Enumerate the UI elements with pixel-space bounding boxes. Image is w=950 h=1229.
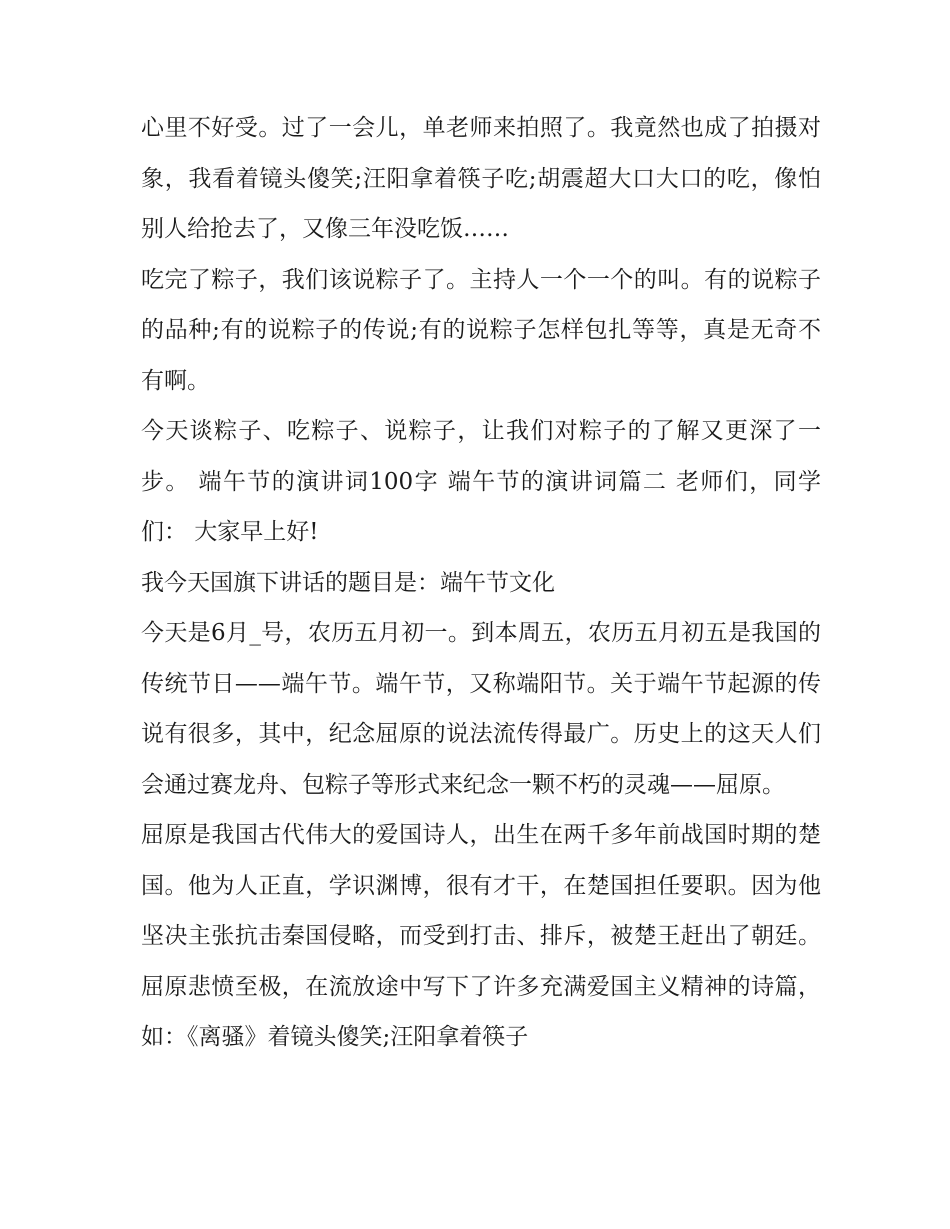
paragraph-1: 心里不好受。过了一会儿，单老师来拍照了。我竟然也成了拍摄对象，我看着镜头傻笑;汪阳拿着筷子吃;胡震超大口大口的吃，像怕别人给抢去了，又像三年没吃饭…… xyxy=(141,115,821,242)
paragraph-4: 我今天国旗下讲话的题目是：端午节文化 xyxy=(141,569,555,596)
document-body xyxy=(141,103,821,1063)
paragraph-5: 今天是6月_号，农历五月初一。到本周五，农历五月初五是我国的传统节日——端午节。端午节，又称端阳节。关于端午节起源的传说有很多，其中，纪念屈原的说法流传得最广。历史上的这天人们会通过赛龙舟、包粽子等形式来纪念一颗不朽的灵魂——屈原。 xyxy=(141,620,821,798)
paragraph-3: 今天谈粽子、吃粽子、说粽子，让我们对粽子的了解又更深了一步。 端午节的演讲词100字 端午节的演讲词篇二 老师们，同学们： 大家早上好! xyxy=(141,418,821,545)
paragraph-2: 吃完了粽子，我们该说粽子了。主持人一个一个的叫。有的说粽子的品种;有的说粽子的传说;有的说粽子怎样包扎等等，真是无奇不有啊。 xyxy=(141,266,821,394)
paragraph-6: 屈原是我国古代伟大的爱国诗人，出生在两千多年前战国时期的楚国。他为人正直，学识渊博，很有才干，在楚国担任要职。因为他坚决主张抗击秦国侵略，而受到打击、排斥，被楚王赶出了朝廷。屈原悲愤至极，在流放途中写下了许多充满爱国主义精神的诗篇，如：《离骚》着镜头傻笑;汪阳拿着筷子 xyxy=(141,822,821,1050)
